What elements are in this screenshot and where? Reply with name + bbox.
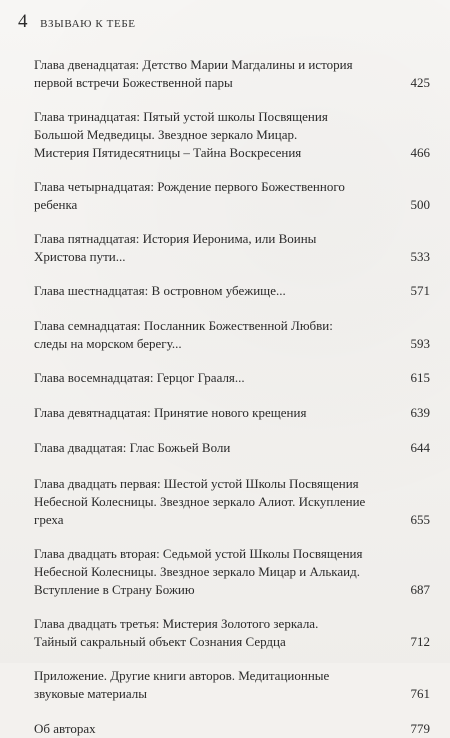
toc-entry [34, 475, 430, 529]
toc-entry-text: Глава двадцать первая: Шестой устой Школы Посвящения Небесной Колесницы. Звездное зеркало Алиот. Искупление греха [34, 476, 366, 527]
toc-entry-page: 779 [410, 721, 430, 736]
toc-entry-text: Глава пятнадцатая: История Иеронима, или Воины Христова пути... [34, 231, 317, 264]
toc-entry-page: 615 [410, 370, 430, 385]
toc-entry [34, 178, 430, 214]
toc-entry-page: 593 [410, 336, 430, 351]
toc-entry-page: 571 [410, 283, 430, 298]
running-head [18, 12, 136, 31]
toc-entry-text: Глава двадцатая: Глас Божьей Воли [34, 440, 231, 455]
toc-entry-page: 639 [410, 405, 430, 420]
toc-entry-page: 712 [410, 634, 430, 649]
toc-entry-page: 761 [410, 686, 430, 701]
toc-entry-page: 644 [410, 440, 430, 455]
toc-entry-text: Приложение. Другие книги авторов. Медитационные звуковые материалы [34, 668, 330, 701]
toc-entry-text: Глава семнадцатая: Посланник Божественной Любви: следы на морском берегу... [34, 318, 333, 351]
table-of-contents [34, 56, 430, 738]
toc-entry-page: 500 [410, 197, 430, 212]
toc-entry-page: 655 [410, 512, 430, 527]
toc-entry-page: 687 [410, 582, 430, 597]
toc-entry [34, 404, 430, 422]
toc-entry-text: Глава двадцать третья: Мистерия Золотого зеркала. Тайный сакральный объект Сознания Сердца [34, 616, 319, 649]
toc-entry [34, 56, 430, 92]
toc-entry [34, 282, 430, 300]
toc-entry [34, 667, 430, 703]
toc-entry-text: Глава восемнадцатая: Герцог Грааля... [34, 370, 245, 385]
toc-entry [34, 317, 430, 353]
toc-entry [34, 545, 430, 599]
toc-entry [34, 439, 430, 457]
toc-entry [34, 108, 430, 162]
toc-entry-page: 425 [410, 75, 430, 90]
toc-entry-text: Глава двадцать вторая: Седьмой устой Школы Посвящения Небесной Колесницы. Звездное зеркало Мицар и Алькаид. Вступление в Страну Божию [34, 546, 363, 597]
toc-entry [34, 720, 430, 738]
toc-entry-text: Глава тринадцатая: Пятый устой школы Посвящения Большой Медведицы. Звездное зеркало Мицар. Мистерия Пятидесятницы – Тайна Воскресения [34, 109, 328, 160]
toc-entry-page: 466 [410, 145, 430, 160]
toc-entry-page: 533 [410, 249, 430, 264]
toc-entry [34, 615, 430, 651]
page-number: 4 [18, 11, 29, 32]
toc-entry-text: Глава девятнадцатая: Принятие нового крещения [34, 405, 307, 420]
toc-entry [34, 369, 430, 387]
toc-entry-text: Глава шестнадцатая: В островном убежище... [34, 283, 286, 298]
toc-entry-text: Об авторах [34, 721, 96, 736]
toc-entry-text: Глава четырнадцатая: Рождение первого Божественного ребенка [34, 179, 345, 212]
toc-entry-text: Глава двенадцатая: Детство Марии Магдалины и история первой встречи Божественной пары [34, 57, 353, 90]
book-title: ВЗЫВАЮ К ТЕБЕ [40, 18, 136, 30]
toc-entry [34, 230, 430, 266]
